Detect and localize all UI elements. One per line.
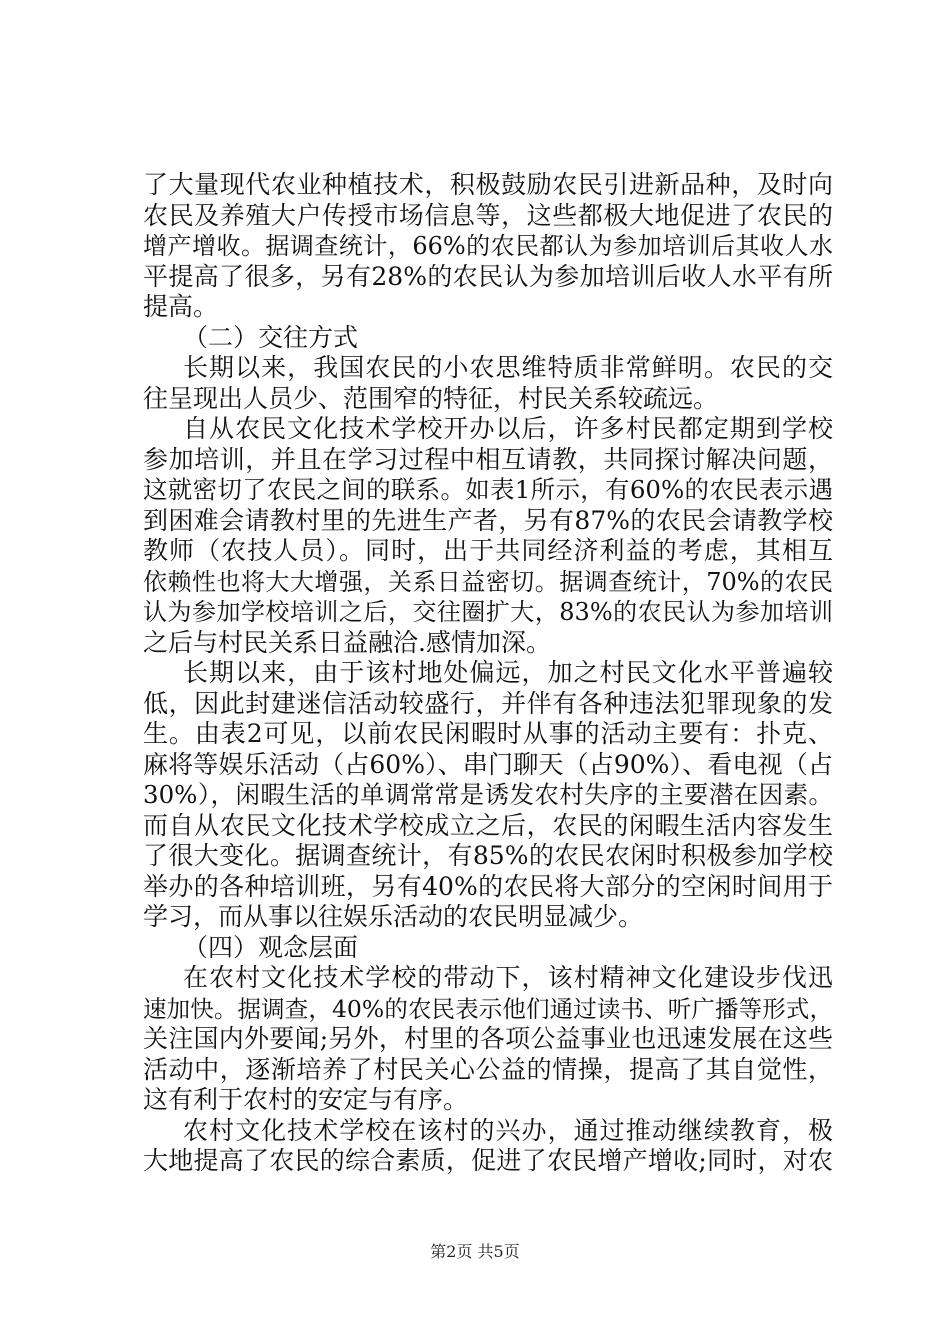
text-line: 依赖性也将大大增强，关系日益密切。据调查统计，70%的农民	[143, 567, 833, 596]
text-line: 提高。	[143, 292, 219, 321]
text-line: 了大量现代农业种植技术，积极鼓励农民引进新品种，及时向	[143, 170, 833, 199]
text-line: 自从农民文化技术学校开办以后，许多村民都定期到学校	[183, 414, 833, 443]
text-line: 大地提高了农民的综合素质，促进了农民增产增收;同时，对农	[143, 1146, 833, 1175]
text-line: 低，因此封建迷信活动较盛行，并伴有各种违法犯罪现象的发	[143, 688, 833, 718]
text-line: 认为参加学校培训之后，交往圈扩大，83%的农民认为参加培训	[143, 598, 833, 626]
text-line: 这有利于农村的安定与有序。	[143, 1085, 469, 1114]
text-line: 长期以来，我国农民的小农思维特质非常鲜明。农民的交	[183, 353, 833, 382]
text-line: 平提高了很多，另有28%的农民认为参加培训后收人水平有所	[143, 261, 833, 291]
text-line: 麻将等娱乐活动（占60%）、串门聊天（占90%）、看电视（占	[143, 749, 833, 779]
document-body	[143, 170, 833, 1177]
text-line: 教师（农技人员）。同时，出于共同经济利益的考虑，其相互	[143, 536, 833, 565]
text-line: 30%），闲暇生活的单调常常是诱发农村失序的主要潜在因素。	[143, 780, 833, 809]
text-line: 增产增收。据调查统计，66%的农民都认为参加培训后其收人水	[143, 232, 833, 260]
text-line: 到困难会请教村里的先进生产者，另有87%的农民会请教学校	[143, 505, 833, 535]
text-line: 而自从农民文化技术学校成立之后，农民的闲暇生活内容发生	[143, 810, 833, 840]
text-line: 往呈现出人员少、范围窄的特征，村民关系较疏远。	[143, 383, 719, 413]
text-line: 农民及养殖大户传授市场信息等，这些都极大地促进了农民的	[143, 200, 833, 230]
text-line: （四）观念层面	[183, 932, 359, 962]
text-line: 这就密切了农民之间的联系。如表1所示，有60%的农民表示遇	[143, 475, 833, 504]
text-line: 关注国内外要闻;另外，村里的各项公益事业也迅速发展在这些	[143, 1024, 833, 1053]
text-line: 生。由表2可见，以前农民闲暇时从事的活动主要有：扑克、	[143, 719, 833, 748]
text-line: 在农村文化技术学校的带动下，该村精神文化建设步伐迅	[183, 963, 833, 992]
text-line: （二）交往方式	[183, 322, 359, 352]
text-line: 活动中，逐渐培养了村民关心公益的情操，提高了其自觉性，	[143, 1054, 833, 1084]
text-line: 长期以来，由于该村地处偏远，加之村民文化水平普遍较	[183, 658, 833, 687]
text-line: 之后与村民关系日益融洽.感情加深。	[143, 627, 551, 657]
text-line: 举办的各种培训班，另有40%的农民将大部分的空闲时间用于	[143, 871, 833, 901]
text-line: 参加培训，并且在学习过程中相互请教，共同探讨解决问题，	[143, 444, 833, 474]
text-line: 速加快。据调查，40%的农民表示他们通过读书、听广播等形式，	[143, 994, 833, 1023]
text-line: 农村文化技术学校在该村的兴办，通过推动继续教育，极	[183, 1115, 833, 1145]
text-line: 学习，而从事以往娱乐活动的农民明显减少。	[143, 902, 644, 931]
text-line: 了很大变化。据调查统计，有85%的农民农闲时积极参加学校	[143, 841, 833, 870]
page-number-footer: 第2页 共5页	[430, 1242, 520, 1261]
